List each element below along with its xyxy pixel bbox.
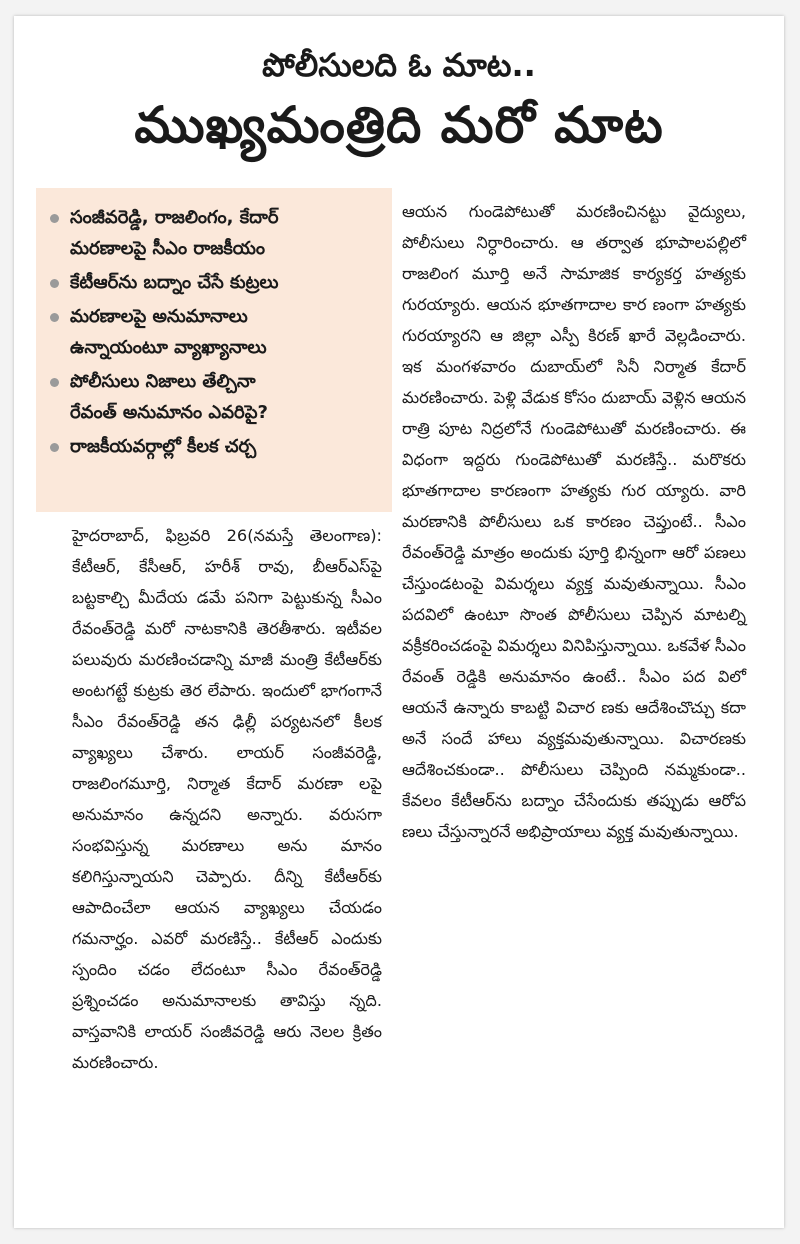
main-headline: ముఖ్యమంత్రిది మరో మాట — [134, 96, 664, 154]
body-text-left: హైదరాబాద్, ఫిబ్రవరి 26(నమస్తే తెలంగాణ): కేటీఆర్, కేసీఆర్, హరీశ్ రావు, బీఆర్‌ఎస్‌పై బట్టకాల్చి మీదేయ డమే పనిగా పెట్టుకున్న సీఎం రేవంత్‌రెడ్డి మరో నాటకానికి తెరతీశారు. ఇటీవల పలువురు మరణించడాన్ని మాజీ మంత్రి కేటీఆర్‌కు అంటగట్టే కుట్రకు తెర లేపారు. ఇందులో భాగంగానే సీఎం రేవంత్‌రెడ్డి తన ఢిల్లీ పర్యటనలో కీలక వ్యాఖ్యలు చేశారు. లాయర్ సంజీవరెడ్డి, రాజలింగమూర్తి, నిర్మాత కేదార్ మరణా లపై అనుమానం ఉన్నదని అన్నారు. వరుసగా సంభవిస్తున్న మరణాలు అను మానం కలిగిస్తున్నాయని చెప్పారు. దీన్ని కేటీఆర్‌కు ఆపాదించేలా ఆయన వ్యాఖ్యలు చేయడం గమనార్హం. ఎవరో మరణిస్తే.. కేటీఆర్ ఎందుకు స్పందిం చడం లేదంటూ సీఎం రేవంత్‌రెడ్డి ప్రశ్నించడం అనుమానాలకు తావిస్తు న్నది. వాస్తవానికి లాయర్ సంజీవరెడ్డి ఆరు నెలల క్రితం మరణించారు. — [72, 526, 382, 1072]
highlight-line: సంజీవరెడ్డి, రాజలింగం, కేదార్ — [70, 207, 279, 228]
bullet-icon — [50, 214, 59, 223]
bullet-icon — [50, 279, 59, 288]
body-column-right — [402, 196, 746, 847]
highlight-line: పోలీసులు నిజాలు తేల్చినా — [70, 371, 256, 392]
highlight-item — [48, 267, 382, 298]
body-text-right: ఆయన గుండెపోటుతో మరణించినట్టు వైద్యులు, పోలీసులు నిర్ధారించారు. ఆ తర్వాత భూపాలపల్లిలో రాజలింగ మూర్తి అనే సామాజిక కార్యకర్త హత్యకు గురయ్యారు. ఆయన భూతగాదాల కార ణంగా హత్యకు గురయ్యారని ఆ జిల్లా ఎస్పీ కిరణ్ ఖారే వెల్లడించారు. ఇక మంగళవారం దుబాయ్‌లో సినీ నిర్మాత కేదార్ మరణించారు. పెళ్లి వేడుక కోసం దుబాయ్ వెళ్లిన ఆయన రాత్రి పూట నిద్రలోనే గుండెపోటుతో మరణించారు. ఈ విధంగా ఇద్దరు గుండెపోటుతో మరణిస్తే.. మరొకరు భూతగాదాల కారణంగా హత్యకు గుర య్యారు. వారి మరణానికి పోలీసులు ఒక కారణం చెప్తుంటే.. సీఎం రేవంత్‌రెడ్డి మాత్రం అందుకు పూర్తి భిన్నంగా ఆరో పణలు చేస్తుండటంపై విమర్శలు వ్యక్త మవుతున్నాయి. సీఎం పదవిలో ఉంటూ సొంత పోలీసులు చెప్పిన మాటల్ని వక్రీకరించడంపై విమర్శలు వినిపిస్తున్నాయి. ఒకవేళ సీఎం రేవంత్ రెడ్డికి అనుమానం ఉంటే.. సీఎం పద విలో ఆయనే ఉన్నారు కాబట్టి విచార ణకు ఆదేశించొచ్చు కదా అనే సందే హాలు వ్యక్తమవుతున్నాయి. విచారణకు ఆదేశించకుండా.. పోలీసులు చెప్పింది నమ్మకుండా.. కేవలం కేటీఆర్‌ను బద్నాం చేసేందుకు తప్పుడు ఆరోప ణలు చేస్తున్నారనే అభిప్రాయాలు వ్యక్త మవుతున్నాయి. — [402, 202, 746, 841]
highlight-item — [48, 431, 382, 462]
body-column-left — [42, 520, 382, 1078]
highlight-line: రాజకీయవర్గాల్లో కీలక చర్చ — [70, 436, 257, 457]
bullet-icon — [50, 443, 59, 452]
kicker-headline: పోలీసులది ఓ మాట.. — [262, 46, 536, 84]
bullet-icon — [50, 378, 59, 387]
bullet-icon — [50, 313, 59, 322]
highlight-line: రేవంత్ అనుమానం ఎవరిపై? — [70, 402, 268, 423]
highlight-item — [48, 366, 382, 428]
highlight-line: మరణాలపై సీఎం రాజకీయం — [70, 238, 266, 259]
newspaper-clipping — [14, 16, 784, 1228]
highlights-box — [36, 188, 392, 512]
highlight-line: ఉన్నాయంటూ వ్యాఖ్యానాలు — [70, 337, 267, 358]
highlight-line: కేటీఆర్‌ను బద్నాం చేసే కుట్రలు — [70, 272, 279, 293]
highlight-line: మరణాలపై అనుమానాలు — [70, 306, 248, 327]
highlight-item — [48, 202, 382, 264]
highlight-item — [48, 301, 382, 363]
